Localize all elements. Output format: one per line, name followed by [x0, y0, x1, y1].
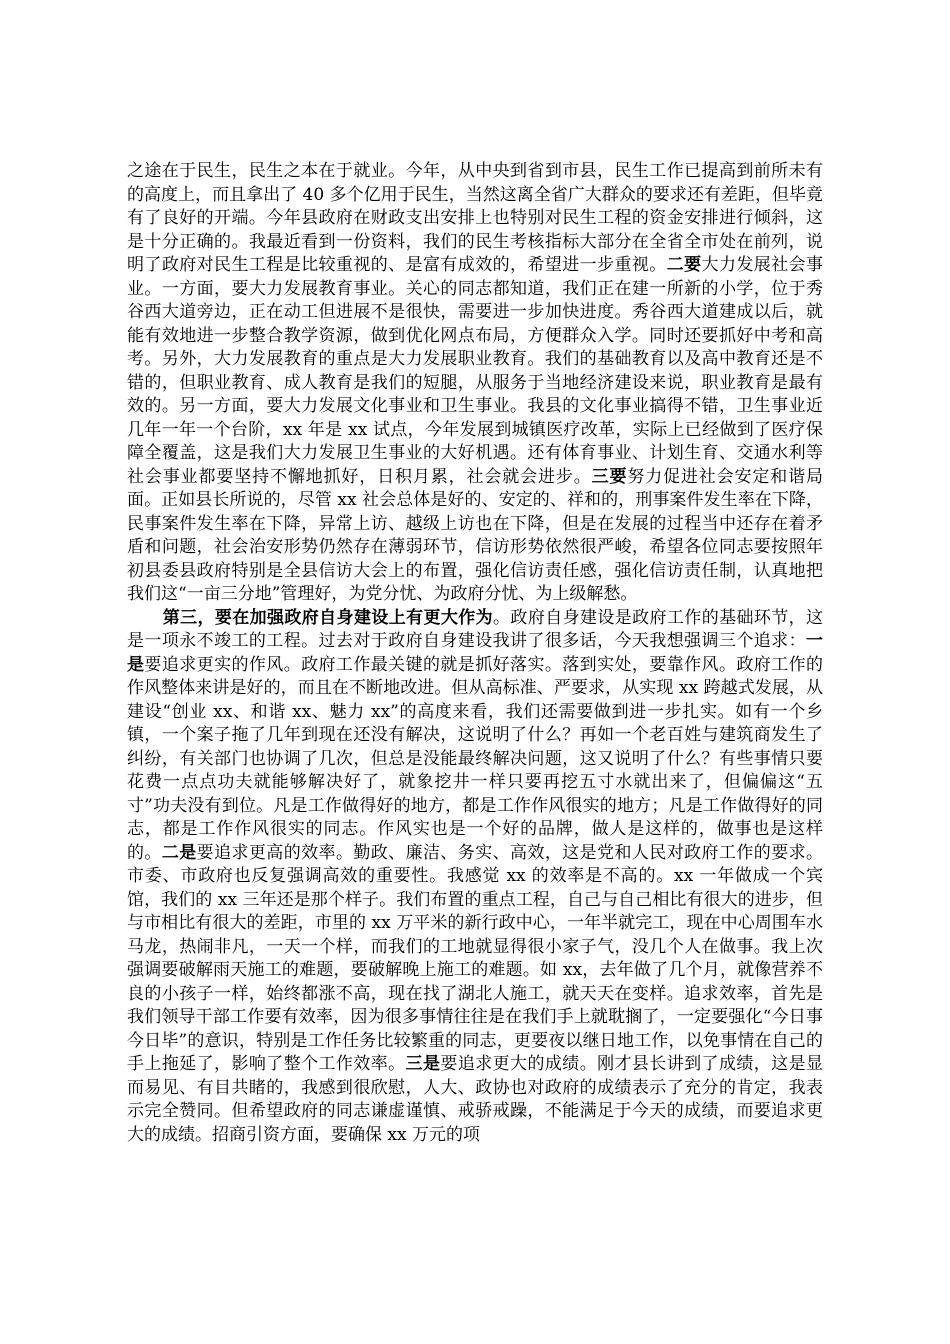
text-run: 之途在于民生，民生之本在于就业。今年，从中央到省到市县，民生工作已提高到前所未有的高度上，而且拿出了 40 多个亿用于民生，当然这离全省广大群众的要求还有差距，但毕竟有了良好的开端。今年县政府在财政支出安排上也特别对民生工程的资金安排进行倾斜，这是十分正确的。我最近看到一份资料，我们的民生考核指标大部分在全省全市处在前列，说明了政府对民生工程是比较重视的、是富有成效的，希望进一步重视。 [127, 161, 823, 275]
text-run: 大力发展社会事业。一方面，要大力发展教育事业。关心的同志都知道，我们正在建一所新的小学，位于秀谷西大道旁边，正在动工但进展不是很快，需要进一步加快进度。秀谷西大道建成以后，就能有效地进一步整合教学资源，做到优化网点布局，方便群众入学。同时还要抓好中考和高考。另外，大力发展教育的重点是大力发展职业教育。我们的基础教育以及高中教育还是不错的，但职业教育、成人教育是我们的短腿，从服务于当地经济建设来说，职业教育是最有效的。另一方面，要大力发展文化事业和卫生事业。我县的文化事业搞得不错，卫生事业近几年一年一个台阶，xx 年是 xx 试点，今年发展到城镇医疗改革，实际上已经做到了医疗保障全覆盖，这是我们大力发展卫生事业的大好机遇。还有体育事业、计划生育、交通水利等社会事业都要坚持不懈地抓好，日积月累，社会就会进步。 [127, 255, 824, 487]
text-run: 要追求更实的作风。政府工作最关键的就是抓好落实。落到实处，要靠作风。政府工作的作风整体来讲是好的，而且在不断地改进。但从高标准、严要求，从实现 xx 跨越式发展，从建设“创业 xx、和谐 xx、魅力 xx”的高度来看，我们还需要做到进一步扎实。如有一个乡镇，一个案子拖了几年到现在还没有解决，这说明了什么？再如一个老百姓与建筑商发生了纠纷，有关部门也协调了几次，但总是没能最终解决问题，这又说明了什么？有些事情只要花费一点点功夫就能够解决好了，就象挖井一样只要再挖五寸水就出来了，但偏偏这“五寸”功夫没有到位。凡是工作做得好的地方，都是工作作风很实的地方；凡是工作做得好的同志，都是工作作风很实的同志。作风实也是一个好的品牌，做人是这样的，做事也是这样的。 [127, 654, 824, 863]
section-heading-third: 第三，要在加强政府自身建设上有更大作为 [162, 607, 494, 628]
bold-run-san-yao: 三要 [591, 466, 628, 487]
text-run: 要追求更高的效率。勤政、廉洁、务实、高效，这是党和人民对政府工作的要求。市委、市政府也反复强调高效的重要性。我感觉 xx 的效率是不高的。xx 一年做成一个宾馆，我们的 xx 三年还是那个样子。我们布置的重点工程，自己与自己相比有很大的进步，但与市相比有很大的差距，市里的 xx 万平米的新行政中心，一年半就完工，现在中心周围车水马龙，热闹非凡，一天一个样，而我们的工地就显得很小家子气，没几个人在做事。我上次强调要破解雨天施工的难题，要破解晚上施工的难题。如 xx，去年做了几个月，就像营养不良的小孩子一样，始终都涨不高，现在找了湖北人施工，就天天在变样。追求效率，首先是我们领导干部工作要有效率，因为很多事情往往是在我们手上就耽搁了，一定要强化“今日事今日毕”的意识，特别是工作任务比较繁重的同志，更要夜以继日地工作，以免事情在自己的手上拖延了，影响了整个工作效率。 [127, 842, 824, 1074]
bold-run-er-shi: 二是 [161, 842, 197, 863]
text-run: 。政府自身建设是政府工作的基础环节，这是一项永不竣工的工程。过去对于政府自身建设我讲了很多话，今天我想强调三个追求： [127, 607, 824, 651]
bold-run-yi-shi: 一是 [127, 631, 823, 675]
paragraph-social-work [127, 160, 823, 607]
bold-run-er-yao: 二要 [666, 255, 702, 275]
document-body [127, 160, 823, 1147]
text-run: 努力促进社会安定和谐局面。正如县长所说的，尽管 xx 社会总体是好的、安定的、祥和的，刑事案件发生率在下降，民事案件发生率在下降，异常上访、越级上访也在下降，但是在发展的过程当中还存在着矛盾和问题，社会治安形势仍然存在薄弱环节，信访形势依然很严峻，希望各位同志要按照年初县委县政府特别是全县信访大会上的布置，强化信访责任感，强化信访责任制，认真地把我们这“一亩三分地”管理好，为党分忧、为政府分忧、为上级解愁。 [127, 466, 824, 604]
text-run: 要追求更大的成绩。刚才县长讲到了成绩，这是显而易见、有目共睹的，我感到很欣慰，人大、政协也对政府的成绩表示了充分的肯定，我表示完全赞同。但希望政府的同志谦虚谨慎、戒骄戒躁，不能满足于今天的成绩，而要追求更大的成绩。招商引资方面，要确保 xx 万元的项 [127, 1054, 824, 1145]
paragraph-government-building [127, 607, 823, 1148]
bold-run-san-shi: 三是 [405, 1054, 441, 1074]
